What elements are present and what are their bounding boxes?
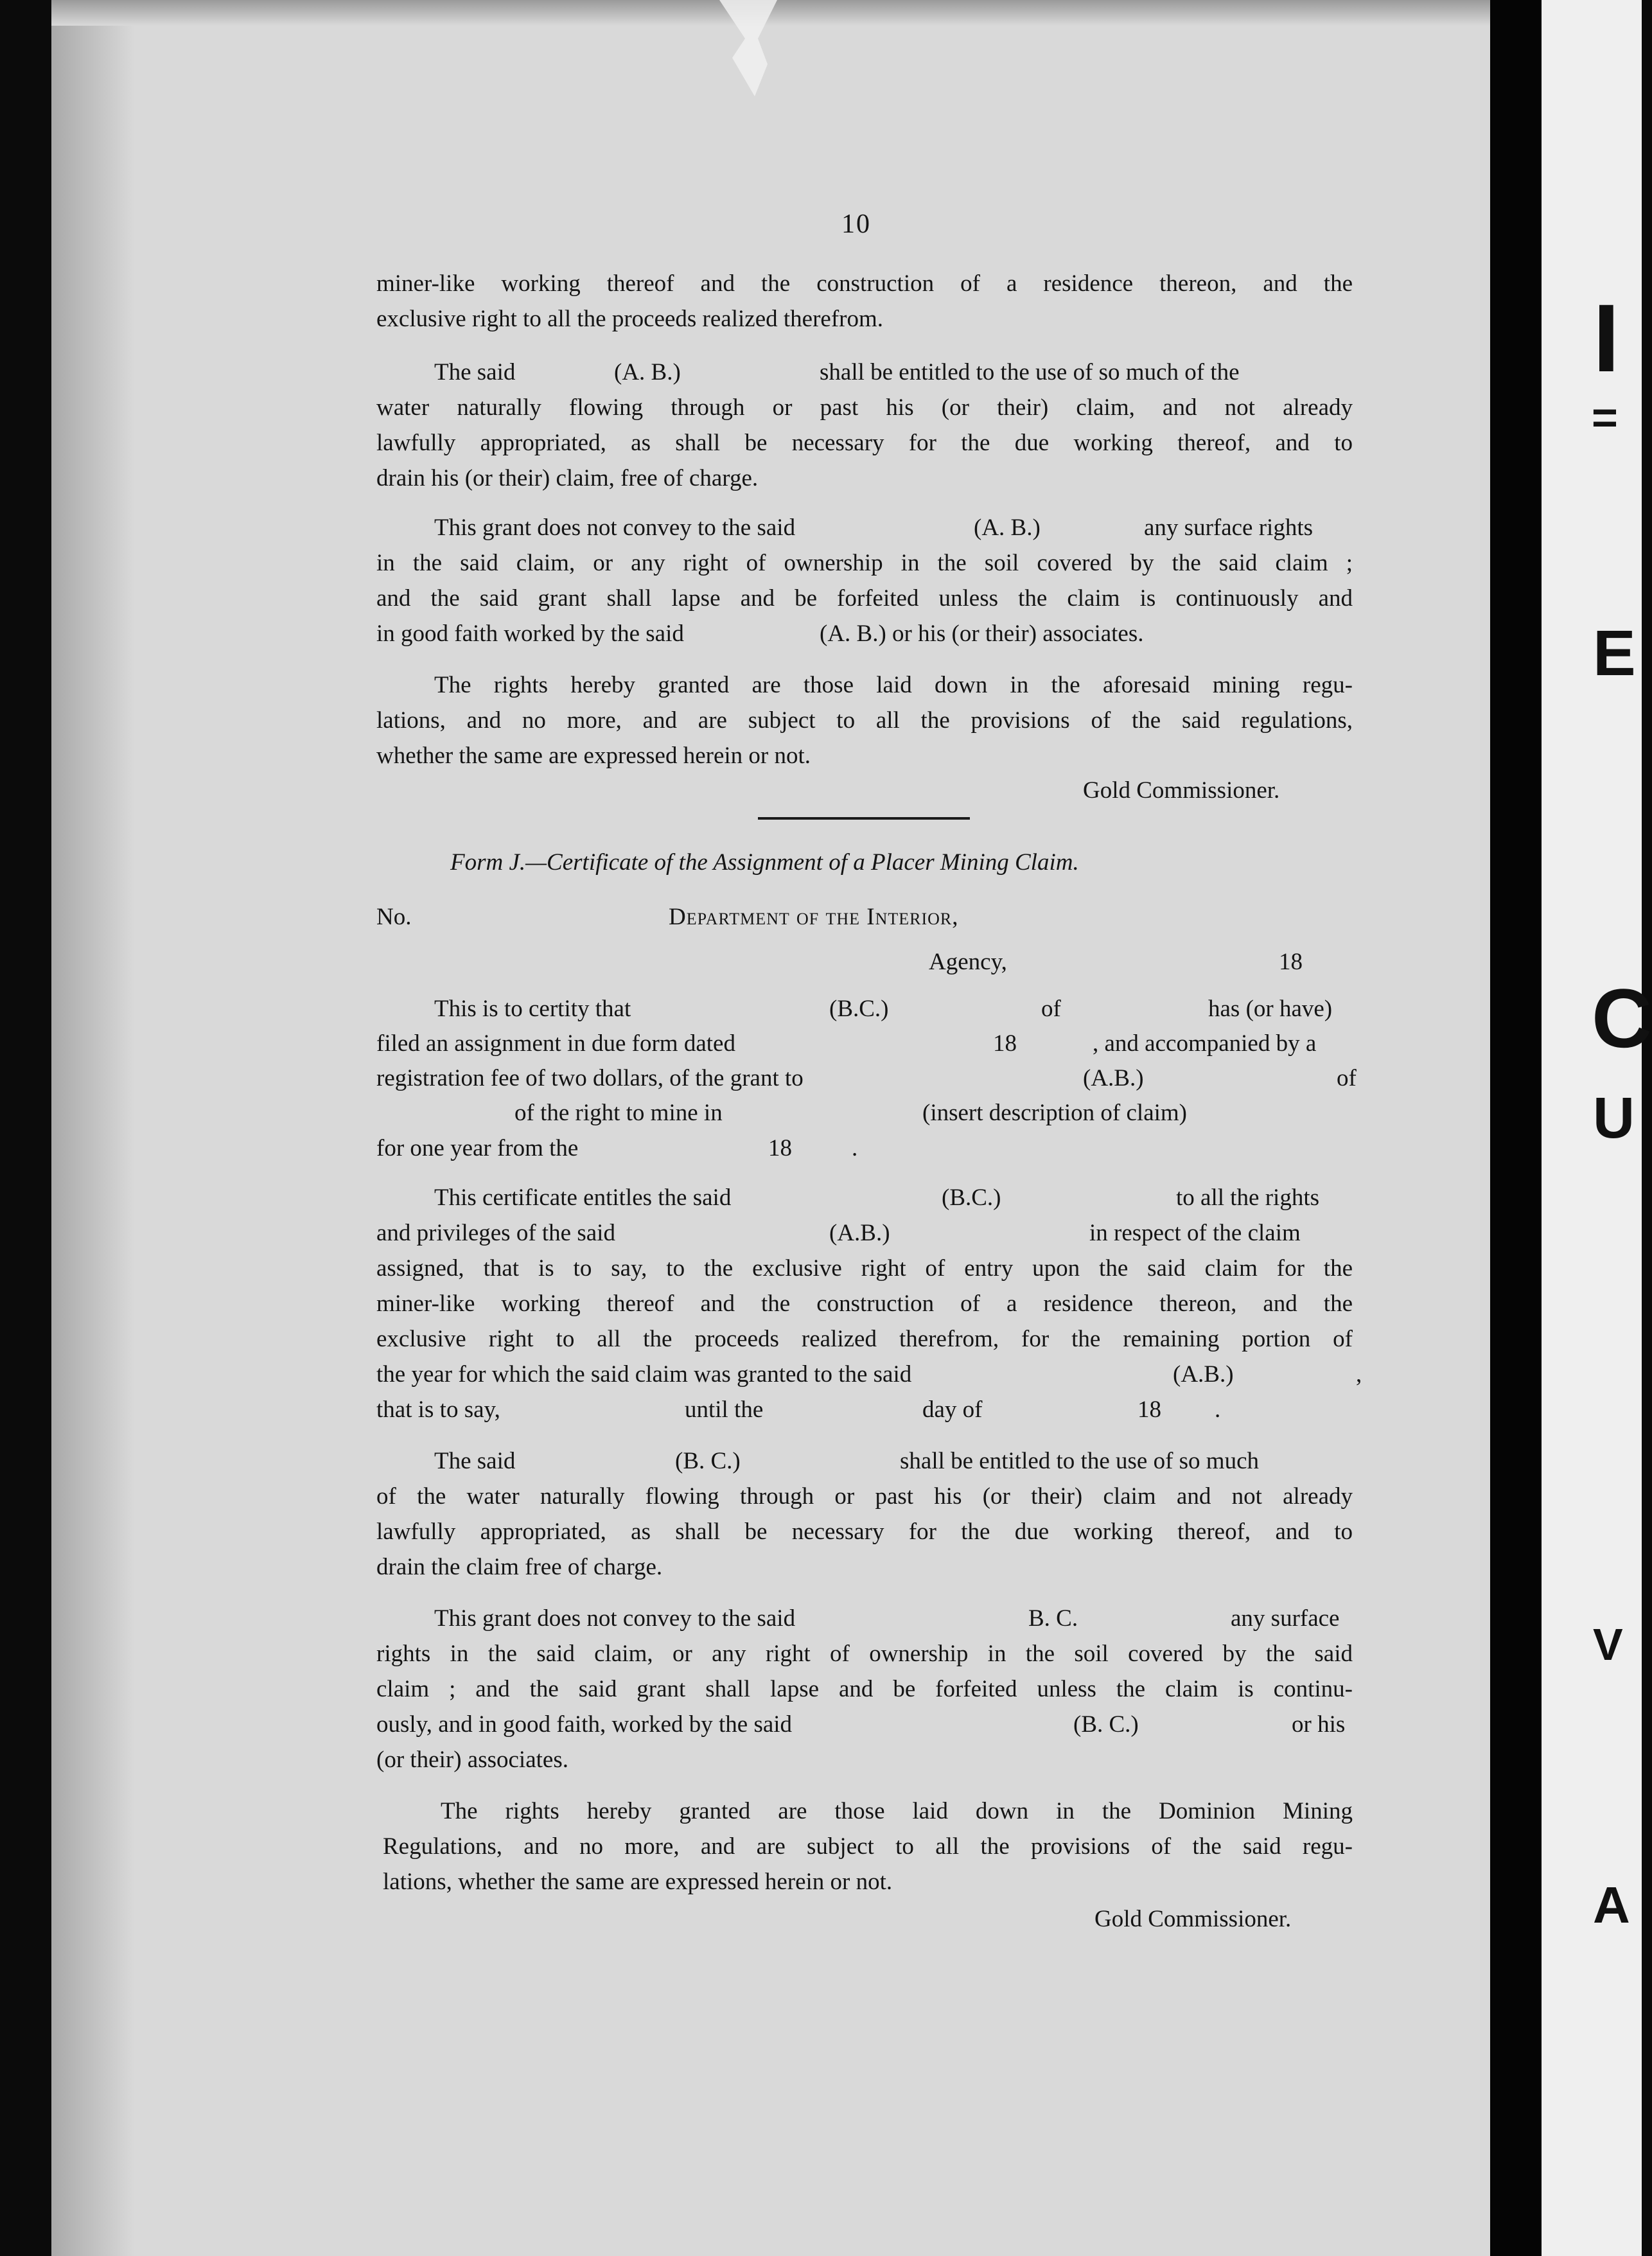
page-number: 10 xyxy=(841,209,871,239)
body-line: assigned, that is to say, to the exclusive right of entry upon the said claim for the xyxy=(376,1255,1353,1282)
body-line: The rights hereby granted are those laid down in the Dominion Mining xyxy=(441,1798,1353,1824)
body-text: The said xyxy=(434,1448,516,1474)
adjacent-page-fragment: U xyxy=(1593,1086,1635,1150)
party-placeholder: (A.B.) xyxy=(829,1220,890,1246)
party-placeholder: (A. B.) xyxy=(614,359,681,385)
body-line: drain the claim free of charge. xyxy=(376,1554,663,1580)
department-heading: Department of the Interior, xyxy=(669,904,959,930)
body-line: exclusive right to all the proceeds realized therefrom. xyxy=(376,306,883,332)
body-text: filed an assignment in due form dated xyxy=(376,1030,735,1057)
body-line: whether the same are expressed herein or not. xyxy=(376,743,811,769)
body-text: (insert description of claim) xyxy=(922,1100,1188,1126)
body-text: . xyxy=(852,1135,858,1161)
body-text: of the right to mine in xyxy=(514,1100,723,1126)
body-text: in respect of the claim xyxy=(1089,1220,1301,1246)
body-text: of xyxy=(1041,996,1061,1022)
party-placeholder: (A. B.) xyxy=(974,515,1041,541)
body-text: the year for which the said claim was granted to the said xyxy=(376,1361,912,1388)
body-text: and privileges of the said xyxy=(376,1220,615,1246)
form-title: Form J.—Certificate of the Assignment of a Placer Mining Claim. xyxy=(450,849,1079,876)
body-line: exclusive right to all the proceeds realized therefrom, for the remaining portion of xyxy=(376,1326,1353,1352)
body-text: of xyxy=(1337,1065,1357,1091)
party-placeholder: (B.C.) xyxy=(829,996,889,1022)
body-text: , xyxy=(1356,1361,1362,1388)
body-line: and the said grant shall lapse and be forfeited unless the claim is continuously and xyxy=(376,585,1353,612)
body-text: to all the rights xyxy=(1176,1185,1319,1211)
body-text: ously, and in good faith, worked by the said xyxy=(376,1711,793,1738)
body-line: lations, whether the same are expressed herein or not. xyxy=(383,1869,893,1895)
body-line: miner-like working thereof and the construction of a residence thereon, and the xyxy=(376,270,1353,297)
party-placeholder: (B.C.) xyxy=(942,1185,1001,1211)
body-text: has (or have) xyxy=(1208,996,1333,1022)
body-text: registration fee of two dollars, of the grant to xyxy=(376,1065,804,1091)
adjacent-page-fragment: I xyxy=(1593,284,1620,392)
body-text: or his xyxy=(1292,1711,1346,1738)
body-line: The rights hereby granted are those laid down in the aforesaid mining regu- xyxy=(434,672,1353,698)
party-placeholder: B. C. xyxy=(1028,1605,1078,1632)
paper-tear-mark xyxy=(707,0,784,96)
body-line: of the water naturally flowing through or past his (or their) claim and not already xyxy=(376,1483,1353,1510)
body-text: This certificate entitles the said xyxy=(434,1185,732,1211)
agency-label: Agency, xyxy=(929,949,1007,975)
body-text: . xyxy=(1215,1397,1221,1423)
party-placeholder: (A.B.) xyxy=(1083,1065,1144,1091)
adjacent-page-fragment: = xyxy=(1592,392,1618,443)
party-placeholder: (A.B.) xyxy=(1173,1361,1234,1388)
body-text: until the xyxy=(685,1397,764,1423)
body-text: any surface xyxy=(1231,1605,1340,1632)
body-text: shall be entitled to the use of so much of the xyxy=(820,359,1240,385)
body-text: This grant does not convey to the said xyxy=(434,1605,796,1632)
adjacent-page-fragment: A xyxy=(1593,1876,1630,1934)
body-text: , and accompanied by a xyxy=(1093,1030,1317,1057)
section-divider xyxy=(758,817,970,820)
body-text: This is to certity that xyxy=(434,996,631,1022)
year-field: 18 xyxy=(768,1135,792,1161)
year-field: 18 xyxy=(1138,1397,1161,1423)
body-line: drain his (or their) claim, free of charge. xyxy=(376,465,759,491)
body-line: lawfully appropriated, as shall be necessary for the due working thereof, and to xyxy=(376,1519,1353,1545)
body-line: in the said claim, or any right of ownership in the soil covered by the said claim ; xyxy=(376,550,1353,576)
number-label: No. xyxy=(376,904,412,930)
signature-line: Gold Commissioner. xyxy=(1094,1906,1292,1932)
binding-gutter xyxy=(1490,0,1542,2256)
body-text: that is to say, xyxy=(376,1397,500,1423)
body-text: (A. B.) or his (or their) associates. xyxy=(820,621,1144,647)
year-field: 18 xyxy=(993,1030,1017,1057)
adjacent-page-fragment: V xyxy=(1593,1619,1623,1670)
body-text: for one year from the xyxy=(376,1135,579,1161)
body-line: lawfully appropriated, as shall be necessary for the due working thereof, and to xyxy=(376,430,1353,456)
body-line: rights in the said claim, or any right of ownership in the soil covered by the said xyxy=(376,1641,1353,1667)
body-text: shall be entitled to the use of so much xyxy=(900,1448,1259,1474)
body-text: This grant does not convey to the said xyxy=(434,515,796,541)
party-placeholder: (B. C.) xyxy=(1073,1711,1139,1738)
body-text: in good faith worked by the said xyxy=(376,621,684,647)
body-line: water naturally flowing through or past his (or their) claim, and not already xyxy=(376,394,1353,421)
adjacent-page-fragment: C xyxy=(1592,971,1652,1065)
body-text: day of xyxy=(922,1397,983,1423)
page-edge-shadow xyxy=(51,0,135,2256)
adjacent-page-edge xyxy=(1542,0,1652,2256)
party-placeholder: (B. C.) xyxy=(675,1448,741,1474)
body-line: Regulations, and no more, and are subject to all the provisions of the said regu- xyxy=(383,1833,1353,1860)
adjacent-page-fragment: E xyxy=(1593,617,1636,689)
body-line: miner-like working thereof and the construction of a residence thereon, and the xyxy=(376,1291,1353,1317)
body-text: The said xyxy=(434,359,516,385)
body-text: any surface rights xyxy=(1144,515,1314,541)
signature-line: Gold Commissioner. xyxy=(1083,777,1280,804)
year-field: 18 xyxy=(1279,949,1303,975)
body-line: (or their) associates. xyxy=(376,1747,568,1773)
body-line: lations, and no more, and are subject to all the provisions of the said regulations, xyxy=(376,707,1353,734)
body-line: claim ; and the said grant shall lapse and be forfeited unless the claim is continu- xyxy=(376,1676,1353,1702)
